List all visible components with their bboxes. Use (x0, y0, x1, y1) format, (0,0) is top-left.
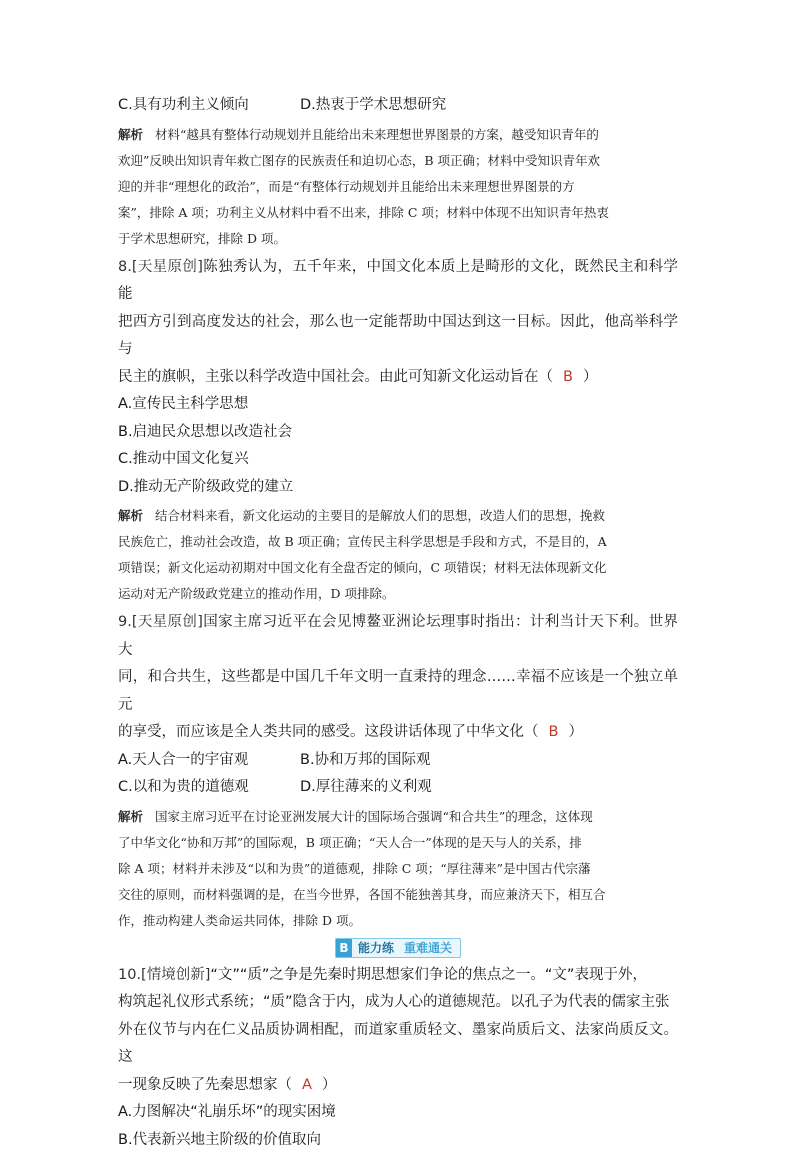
q7-analysis-line: 于学术思想研究，排除 D 项。 (118, 231, 286, 246)
q9-options-cd (118, 774, 678, 802)
q7-analysis-line: 迎的并非“理想化的政治”，而是“有整体行动规划并且能给出未来理想世界图景的方 (118, 179, 575, 194)
q10-stem-line: “文”“质”之争是先秦时期思想家们争论的焦点之一。“文”表现于外， (210, 967, 647, 983)
page-content (118, 92, 678, 1154)
q9-options-ab (118, 747, 678, 775)
q8-analysis-line: 运动对无产阶级政党建立的推动作用，D 项排除。 (118, 586, 395, 601)
q9-option-c: C.以和为贵的道德观 (118, 774, 300, 802)
q7-options-cd (118, 92, 678, 120)
q9-option-d: D.厚往薄来的义利观 (300, 774, 432, 802)
q9-source: 9.[天星原创] (118, 614, 203, 630)
section-title: 能力练 (358, 939, 394, 956)
q7-analysis (118, 122, 678, 252)
q8-stem-line: 陈独秀认为，五千年来，中国文化本质上是畸形的文化，既然民主和科学能 (118, 259, 678, 303)
q8-source: 8.[天星原创] (118, 259, 203, 275)
q9-analysis-line: 除 A 项；材料并未涉及“以和为贵”的道德观，排除 C 项；“厚往薄来”是中国古代宗藩 (118, 861, 591, 876)
q8-analysis-line: 结合材料来看，新文化运动的主要目的是解放人们的思想，改造人们的思想，挽救 (155, 508, 605, 523)
q10-paren-close: ） (322, 1077, 337, 1093)
q8-option-d: D.推动无产阶级政党的建立 (118, 474, 678, 502)
q7-option-c: C.具有功利主义倾向 (118, 92, 300, 120)
section-header (118, 938, 678, 958)
q9-analysis-line: 交往的原则，而材料强调的是，在当今世界，各国不能独善其身，而应兼济天下，相互合 (118, 887, 606, 902)
q8-stem-line: 民主的旗帜，主张以科学改造中国社会。由此可知新文化运动旨在（ (118, 369, 553, 385)
q9-stem (118, 609, 678, 747)
q9-analysis-line: 作，推动构建人类命运共同体，排除 D 项。 (118, 913, 361, 928)
q8-analysis (118, 503, 678, 607)
q9-analysis (118, 804, 678, 934)
q10-answer: A (302, 1077, 312, 1093)
q9-stem-line: 的享受，而应该是全人类共同的感受。这段讲话体现了中华文化（ (118, 724, 539, 740)
q8-option-b: B.启迪民众思想以改造社会 (118, 419, 678, 447)
q9-analysis-tag: 解析 (118, 809, 143, 824)
q9-paren-close: ） (568, 724, 583, 740)
q9-answer: B (549, 724, 559, 740)
q7-analysis-line: 材料“越具有整体行动规划并且能给出未来理想世界图景的方案，越受知识青年的 (155, 127, 599, 142)
section-badge (335, 938, 461, 958)
q8-stem (118, 254, 678, 392)
q8-paren-close: ） (583, 369, 598, 385)
q9-analysis-line: 了中华文化“协和万邦”的国际观，B 项正确；“天人合一”体现的是天与人的关系，排 (118, 835, 582, 850)
q7-option-d: D.热衷于学术思想研究 (300, 92, 446, 120)
q10-stem-line: 外在仪节与内在仁义品质协调相配，而道家重质轻文、墨家尚质后文、法家尚质反文。这 (118, 1022, 678, 1066)
q10-option-b: B.代表新兴地主阶级的价值取向 (118, 1127, 678, 1154)
q10-stem (118, 962, 678, 1100)
q10-source: 10.[情境创新] (118, 967, 210, 983)
q9-option-a: A.天人合一的宇宙观 (118, 747, 300, 775)
q9-option-b: B.协和万邦的国际观 (300, 747, 431, 775)
q7-analysis-line: 案”，排除 A 项；功利主义从材料中看不出来，排除 C 项；材料中体现不出知识青年热衷 (118, 205, 609, 220)
q10-stem-line: 构筑起礼仪形式系统；“质”隐含于内，成为人心的道德规范。以孔子为代表的儒家主张 (118, 994, 670, 1010)
q8-answer: B (563, 369, 573, 385)
q10-option-a: A.力图解决“礼崩乐坏”的现实困境 (118, 1099, 678, 1127)
q8-stem-line: 把西方引到高度发达的社会，那么也一定能帮助中国达到这一目标。因此，他高举科学与 (118, 314, 678, 358)
section-b-icon: B (336, 939, 352, 957)
q10-stem-line: 一现象反映了先秦思想家（ (118, 1077, 292, 1093)
q7-analysis-tag: 解析 (118, 127, 143, 142)
q8-option-c: C.推动中国文化复兴 (118, 446, 678, 474)
q8-analysis-tag: 解析 (118, 508, 143, 523)
q8-analysis-line: 项错误；新文化运动初期对中国文化有全盘否定的倾向，C 项错误；材料无法体现新文化 (118, 560, 607, 575)
q8-option-a: A.宣传民主科学思想 (118, 391, 678, 419)
q7-analysis-line: 欢迎”反映出知识青年救亡图存的民族责任和迫切心态，B 项正确；材料中受知识青年欢 (118, 153, 600, 168)
q9-stem-line: 国家主席习近平在会见博鳌亚洲论坛理事时指出：计利当计天下利。世界大 (118, 614, 678, 658)
section-subtitle: 重难通关 (404, 939, 452, 956)
q8-analysis-line: 民族危亡，推动社会改造，故 B 项正确；宣传民主科学思想是手段和方式，不是目的，A (118, 534, 607, 549)
q9-analysis-line: 国家主席习近平在讨论亚洲发展大计的国际场合强调“和合共生”的理念，这体现 (155, 809, 593, 824)
q9-stem-line: 同，和合共生，这些都是中国几千年文明一直秉持的理念……幸福不应该是一个独立单元 (118, 669, 678, 713)
